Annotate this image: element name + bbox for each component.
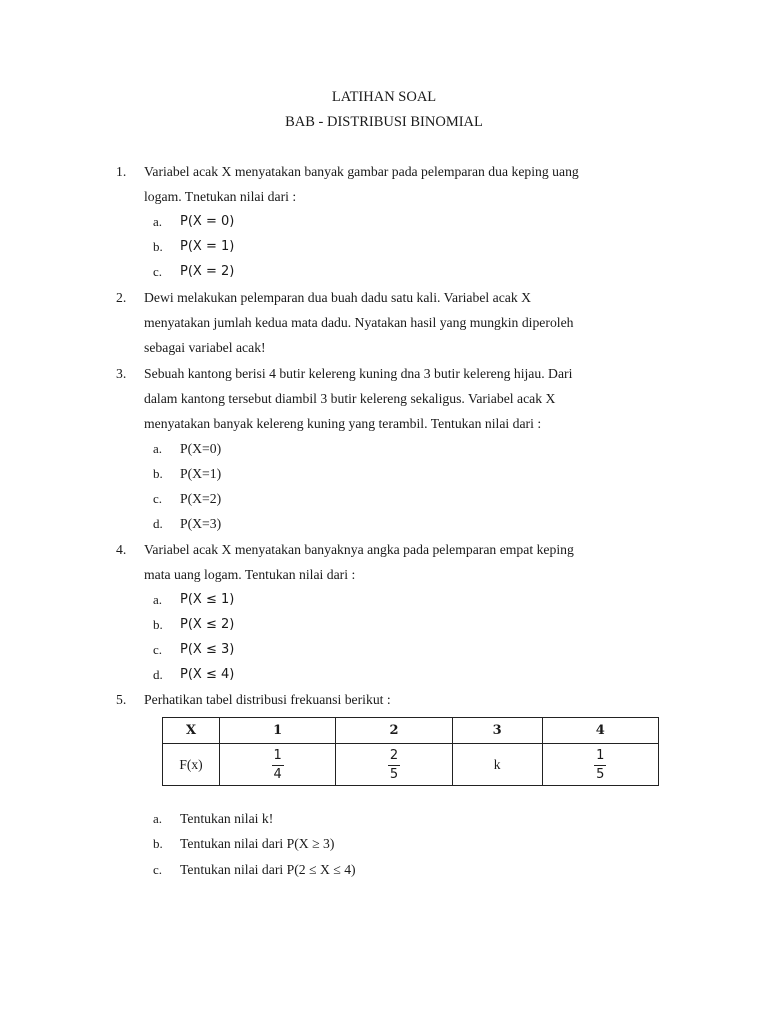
question-text-line: mata uang logam. Tentukan nilai dari :: [144, 567, 356, 582]
worksheet-title: LATIHAN SOAL: [331, 89, 437, 105]
table-cell: [336, 744, 452, 786]
option-letter: a.: [153, 592, 163, 607]
fraction-bar: [388, 765, 400, 766]
option-letter: d.: [153, 667, 163, 682]
question-text-line: Perhatikan tabel distribusi frekuansi berikut :: [144, 692, 391, 707]
distribution-table: [162, 717, 659, 786]
question-text-line: dalam kantong tersebut diambil 3 butir kelereng sekaligus. Variabel acak X: [144, 391, 556, 406]
option-text: P(X=1): [180, 466, 222, 481]
question-text-line: menyatakan banyak kelereng kuning yang terambil. Tentukan nilai dari :: [144, 416, 542, 431]
table-cell: [542, 744, 658, 786]
table-row: [163, 744, 659, 786]
option-text: P(X = 1): [180, 239, 235, 254]
question-number: 5.: [116, 692, 127, 707]
option-letter: b.: [153, 239, 163, 254]
fraction-numerator: 1: [273, 748, 282, 763]
question-text-line: Variabel acak X menyatakan banyak gambar pada pelemparan dua keping uang: [144, 164, 579, 179]
option-letter: b.: [153, 466, 163, 481]
option-text: Tentukan nilai dari P(2 ≤ X ≤ 4): [180, 862, 356, 877]
option-text: P(X=0): [180, 441, 222, 456]
option-letter: a.: [153, 441, 163, 456]
option-text: P(X ≤ 1): [180, 592, 235, 607]
option-letter: a.: [153, 214, 163, 229]
option-text: P(X ≤ 3): [180, 642, 235, 657]
question-number: 2.: [116, 290, 127, 305]
option-letter: b.: [153, 617, 163, 632]
fraction: [594, 749, 606, 782]
table-header-cell: 2: [336, 718, 452, 744]
fraction-bar: [272, 765, 284, 766]
table-header-row: [163, 718, 659, 744]
option-letter: c.: [153, 862, 163, 877]
table-header-cell: 3: [452, 718, 542, 744]
question-text-line: Variabel acak X menyatakan banyaknya angka pada pelemparan empat keping: [144, 542, 574, 557]
option-text: P(X ≤ 4): [180, 667, 235, 682]
question-text-line: menyatakan jumlah kedua mata dadu. Nyatakan hasil yang mungkin diperoleh: [144, 315, 574, 330]
option-letter: c.: [153, 264, 163, 279]
fraction-bar: [594, 765, 606, 766]
fraction: [272, 749, 284, 782]
option-text: P(X = 0): [180, 214, 235, 229]
question-text-line: Sebuah kantong berisi 4 butir kelereng kuning dna 3 butir kelereng hijau. Dari: [144, 366, 573, 381]
option-text: Tentukan nilai k!: [180, 811, 274, 826]
table-row-label: F(x): [163, 744, 220, 786]
fraction-numerator: 2: [389, 748, 399, 763]
table-header-cell: 1: [220, 718, 336, 744]
option-text: P(X ≤ 2): [180, 617, 235, 632]
option-letter: b.: [153, 836, 163, 851]
fraction-denominator: 5: [389, 767, 399, 782]
option-text: Tentukan nilai dari P(X ≥ 3): [180, 836, 335, 851]
table-cell: [220, 744, 336, 786]
question-number: 1.: [116, 164, 127, 179]
fraction-denominator: 5: [596, 767, 605, 782]
question-number: 3.: [116, 366, 127, 381]
option-letter: a.: [153, 811, 163, 826]
worksheet-subtitle: BAB - DISTRIBUSI BINOMIAL: [285, 114, 483, 130]
table-header-cell: X: [163, 718, 220, 744]
option-letter: c.: [153, 642, 163, 657]
fraction-denominator: 4: [273, 767, 282, 782]
question-number: 4.: [116, 542, 127, 557]
question-text-line: Dewi melakukan pelemparan dua buah dadu satu kali. Variabel acak X: [144, 290, 532, 305]
option-letter: c.: [153, 491, 163, 506]
option-text: P(X=2): [180, 491, 222, 506]
fraction: [388, 749, 400, 782]
table-header-cell: 4: [542, 718, 658, 744]
option-letter: d.: [153, 516, 163, 531]
table-cell: k: [452, 744, 542, 786]
option-text: P(X = 2): [180, 264, 235, 279]
fraction-numerator: 1: [596, 748, 605, 763]
question-text-line: logam. Tnetukan nilai dari :: [144, 189, 297, 204]
question-text-line: sebagai variabel acak!: [144, 340, 266, 355]
option-text: P(X=3): [180, 516, 222, 531]
